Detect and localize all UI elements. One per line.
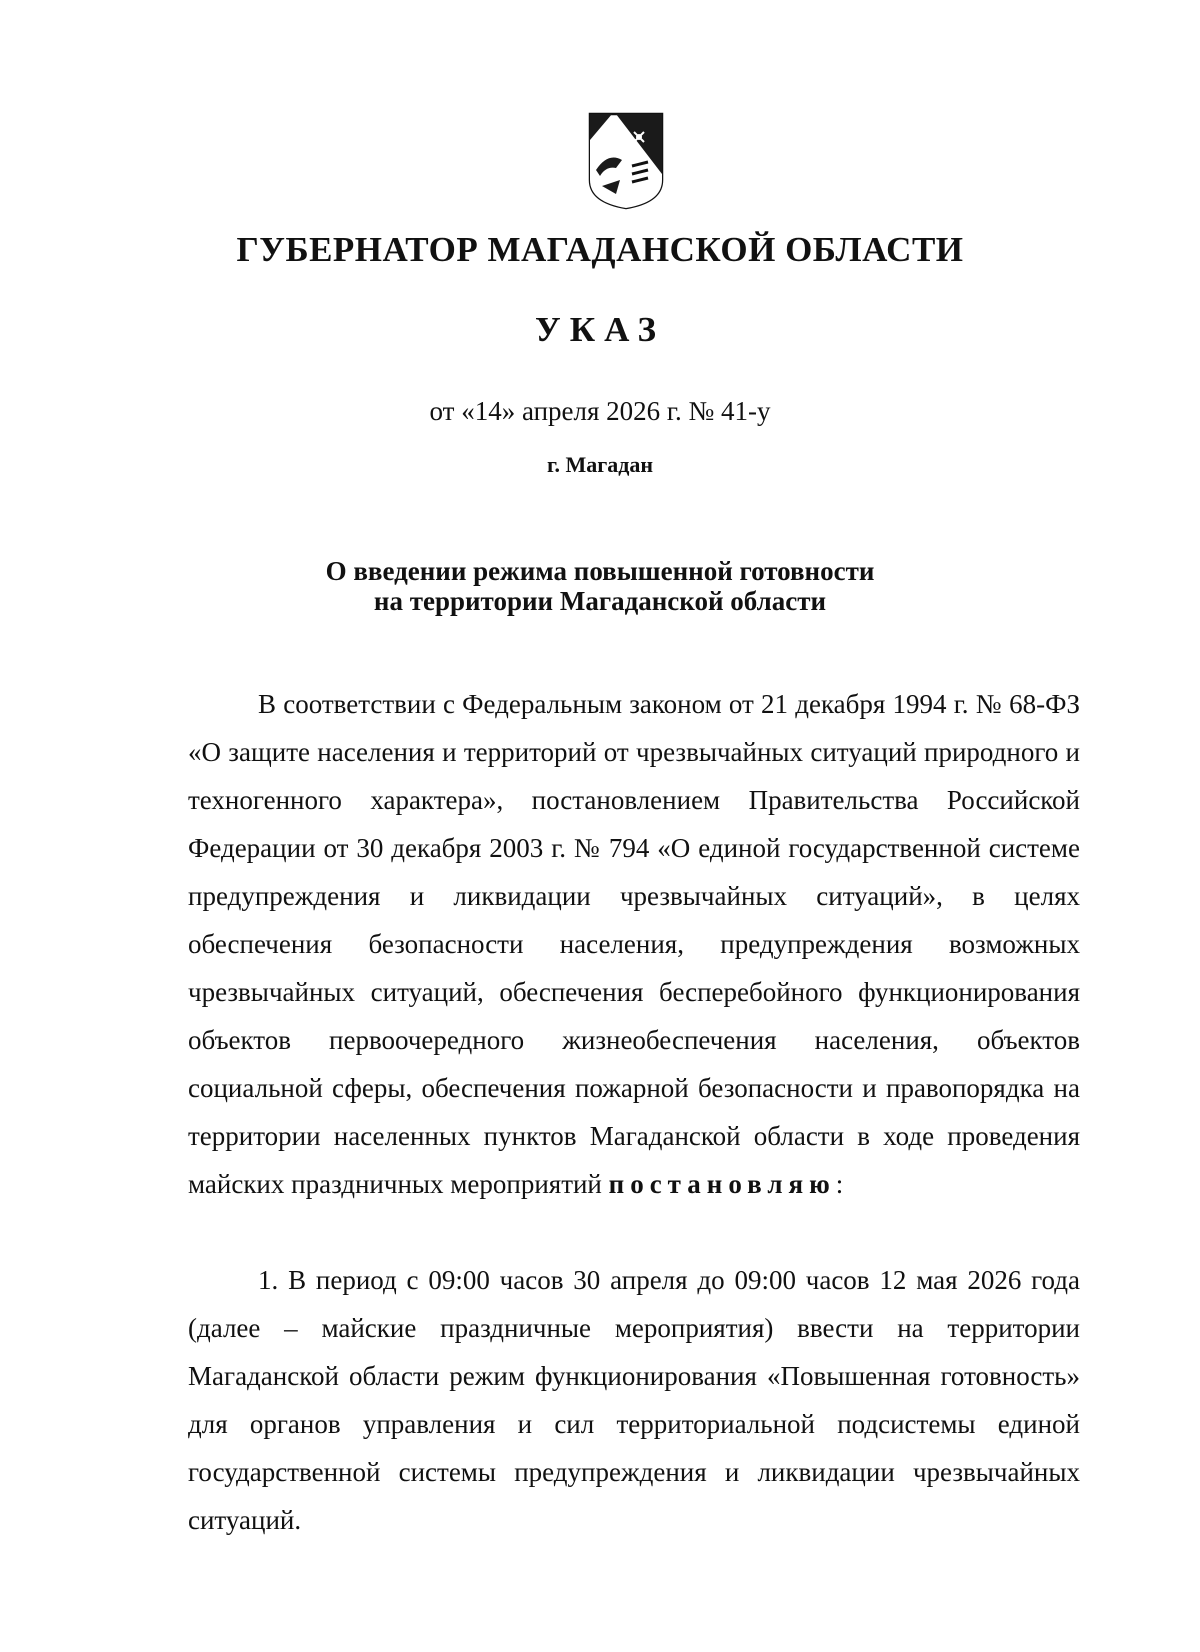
decree-word: постановляю [608, 1169, 836, 1199]
document-subject [0, 556, 1200, 616]
subject-line-1: О введении режима повышенной готовности [325, 556, 875, 586]
date-and-number: от «14» апреля 2026 г. № 41-у [429, 396, 771, 426]
preamble-paragraph [188, 680, 1080, 1208]
item-1-text: 1. В период с 09:00 часов 30 апреля до 09:00 часов 12 мая 2026 года (далее – майские праздничные мероприятия) ввести на территории Магаданской области режим функционирования «Повышенная готовность» для органов управления и сил территориальной подсистемы единой государственной системы предупреждения и ликвидации чрезвычайных ситуаций. [188, 1265, 1080, 1535]
decree-colon: : [835, 1169, 844, 1199]
item-1-paragraph [188, 1256, 1080, 1544]
preamble-text: В соответствии с Федеральным законом от 21 декабря 1994 г. № 68-ФЗ «О защите населения и территорий от чрезвычайных ситуаций природного и техногенного характера», постановлением Правительства Российской Федерации от 30 декабря 2003 г. № 794 «О единой государственной системе предупреждения и ликвидации чрезвычайных ситуаций», в целях обеспечения безопасности населения, предупреждения возможных чрезвычайных ситуаций, обеспечения бесперебойного функционирования объектов первоочередного жизнеобеспечения населения, объектов социальной сферы, обеспечения пожарной безопасности и правопорядка на территории населенных пунктов Магаданской области в ходе проведения майских праздничных мероприятий [188, 689, 1080, 1199]
authority-title: ГУБЕРНАТОР МАГАДАНСКОЙ ОБЛАСТИ [236, 230, 964, 269]
city: г. Магадан [546, 452, 654, 477]
subject-line-2: на территории Магаданской области [373, 586, 827, 616]
magadan-coat-of-arms-icon [586, 110, 666, 210]
document-type-title: УКАЗ [535, 310, 665, 349]
